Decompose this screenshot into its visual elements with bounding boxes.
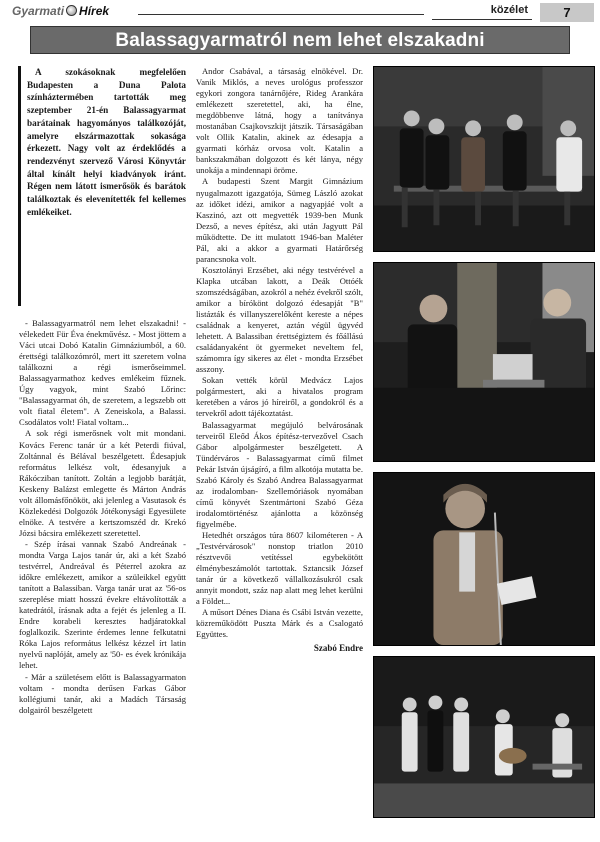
section-label: közélet [490,4,528,16]
paragraph: Andor Csabával, a társaság elnökével. Dr. Vanik Miklós, a neves urológus professzor egykori zongora tanárnőjére, Rideg Arankára emlékezett szeretettel, aki, ha élne, megdöbbenve látná, hogy a tanítványa mostanában Csajkovszkijt játszik. Társaságában volt Ollik Katalin, akinek az édesapja a gyarmati kórház orvosa volt. Katalin a bankszakmában dolgozott és két lánya, négy unokája a mindennapi öröme. [196,66,363,176]
globe-icon [66,5,77,16]
article-title: Balassagyarmatról nem lehet elszakadni [115,30,485,51]
paragraph: Balassagyarmat megújuló belvárosának terveiről Eleőd Ákos építész-tervezővel Csach Gábor alpolgármester beszélgetett. A Tündérváros - Balassagyarmat című filmet Pekár István újságíró, a film alkotója mutatta be. Szabó Károly és Szabó Andrea Balassagyarmat az irodalomban- Szellemóriások nyomában című könyvét Szentmártoni Szabó Géza irodalomtörténész ajánlotta a közönség figyelmébe. [196,419,363,529]
paragraph: A műsort Dénes Diana és Csábi István vezette, közreműködött Puszta Márk és a Csalogató Együttes. [196,607,363,640]
masthead-logo: Gyarmati Hírek [12,4,110,18]
column-2 [196,66,363,654]
paragraph: - Már a születésem előtt is Balassagyarmaton voltam - mondta derűsen Farkas Gábor kollégiumi tanár, aki a Madách Társaság dolgairól beszélgetett [19,671,186,715]
photo-conversation [373,262,595,462]
paragraph: - Szép írásai vannak Szabó Andreának - mondta Varga Lajos tanár úr, aki a két Szabó testvérrel, Andreával és Péterrel azokra az időkre emlékezett, amikor a szüleikkel együtt tanított a Balassiban. Varga tanár urat az '56-os szereplése miatt hosszú évekre eltávolították a katedrától, írásnak adta a fejét és jelenleg a II. Endre korabeli keresztes hadjáratokkal foglalkozik. Szerinte érdemes lenne felkutatni Róka Lajos református lelkész kézzel írt latin nyelvű naplóját, amely az '50- es évek krónikája lehet. [19,538,186,671]
paragraph: - Balassagyarmatról nem lehet elszakadni! - vélekedett Für Éva énekművész. - Most jöttem a Váci utcai Dobó Katalin Gimnáziumból, a 60. érettségi találkozómról, mert itt szeretem volna találkozni a régi ismerőseimmel. Balassagyarmathoz kedves emlékeim fűznek. Úgy vagyok, mint Szabó Lőrinc: "Balassagyarmat óh, de szeretem, a legszebb ott volt fiatal életem". A Zeneiskola, a Balassi. Csodálatos volt! Fiatal voltam... [19,318,186,428]
paragraph: Kosztolányi Erzsébet, aki négy testvérével a Klapka utcában lakott, a Deák Ottóék szomszédságában, azokról a nehéz évekről szólt, amikor a bírókönt dolgozó édesapját "B" listázták és villanyszerelőként kereste a népes családnak a kenyeret, aztán végül ügyvéd lehetett. A Balassiban érettségiztem és főállású családanyaként öt gyermeket neveltem fel, számomra így sikeres az élet - mondta Erzsébet asszony. [196,264,363,375]
page-header [8,3,594,23]
photo-speaker [373,472,595,646]
photo-band-performance [373,656,595,818]
paragraph: A budapesti Szent Margit Gimnázium nyugalmazott igazgatója, Sümeg László azokat az időket idézi, amikor a nagyapjáé volt a Kaszinó, azt ott megvették 1939-ben Munk Dezső, a neves építész, aki után Jagyutt Pál működtette. De itt mulatott 1946-ban Maléter Pál, aki a akkor a gyarmati Határőrség parancsnoka volt. [196,176,363,264]
paragraph: Sokan vették körül Medvácz Lajos polgármestert, aki a hivatalos program keretében a város jó híreiről, a gondokról és a tervekről adott tájékoztatást. [196,375,363,419]
column-1 [19,318,186,716]
paragraph: Hetedhét országos túra 8607 kilométeren - A „Testvérvárosok" nonstop triatlon 2010 résztvevői vetítéssel egybekötött élménybeszámolót tartottak. Sztancsik József tanár úr a következő vállalkozásukról csak annyit mondott, száz nap alatt meg lehet kerülni a Földet... [196,529,363,607]
lead-paragraph: A szokásoknak megfelelően Budapesten a Duna Palota színháztermében tartották meg szeptember 21-én Balassagyarmat barátainak hagyományos találkozóját, amelyre elszármazottak sokasága érkezett. Nagy volt az érdeklődés a rendezvényt szervező Városi Könyvtár által kínált helyi kiadványok iránt. Régen nem látott ismerősök és barátok találkoztak és elevenítették fel kellemes emlékeiket. [27,67,186,217]
lead-box [18,66,186,306]
header-rule [138,14,424,15]
author-signature: Szabó Endre [313,643,363,654]
photo-panel-discussion [373,66,595,252]
section-rule [432,19,532,20]
title-bar [30,26,570,54]
paragraph: A sok régi ismerősnek volt mit mondani. Kovács Ferenc tanár úr a két Peterdi fiúval, Zoltánnal és Bélával beszélgetett. Édesapjuk református lelkész volt, édesanyjuk a Rákócziban tanított. Zoltán a legjobb barátját, Keskeny Balázst emlegette és Márton András volt állomásfőnököt, aki jelenleg a Vasutasok és Közlekedési Dolgozók Jótékonysági Egyesülete elnöke. A testvére a kertszomszéd dr. Krekó Józsi bácsira emlékezett szeretettel. [19,428,186,538]
page-number: 7 [540,3,594,22]
